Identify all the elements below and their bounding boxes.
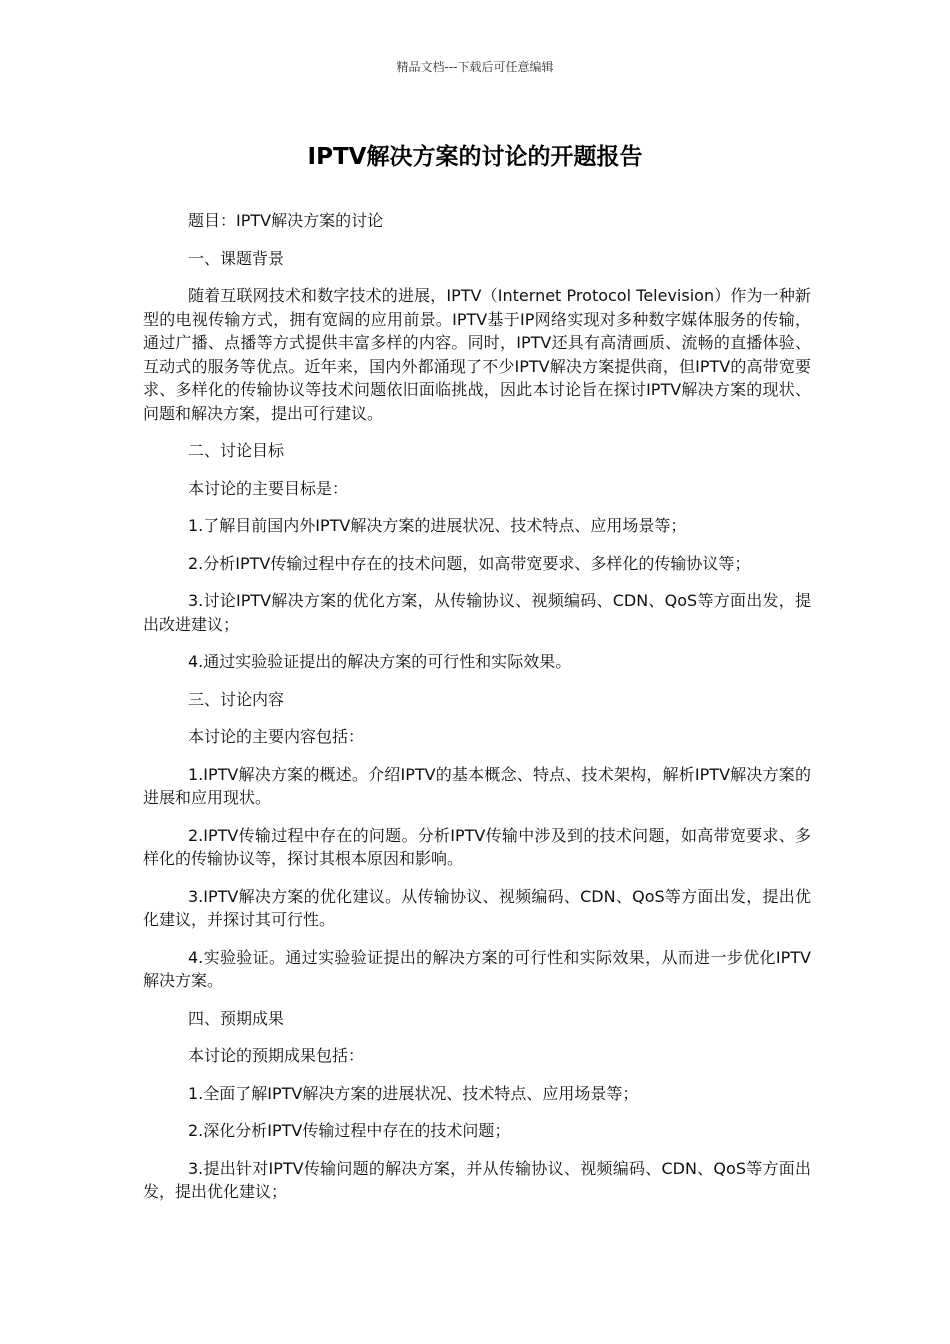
content-item-4: 4.实验验证。通过实验验证提出的解决方案的可行性和实际效果，从而进一步优化IPTV解决方案。 bbox=[143, 947, 811, 990]
document-body bbox=[143, 209, 811, 1218]
goals-intro: 本讨论的主要目标是： bbox=[188, 478, 349, 498]
document-title: IPTV解决方案的讨论的开题报告 bbox=[307, 144, 643, 170]
outcome-item-2: 2.深化分析IPTV传输过程中存在的技术问题； bbox=[188, 1121, 511, 1140]
content-intro: 本讨论的主要内容包括： bbox=[188, 727, 365, 746]
outcomes-intro: 本讨论的预期成果包括： bbox=[188, 1046, 365, 1065]
content-item-2: 2.IPTV传输过程中存在的问题。分析IPTV传输中涉及到的技术问题，如高带宽要求、多样化的传输协议等，探讨其根本原因和影响。 bbox=[143, 825, 811, 868]
section-heading-outcomes: 四、预期成果 bbox=[188, 1008, 285, 1028]
content-item-1: 1.IPTV解决方案的概述。介绍IPTV的基本概念、特点、技术架构，解析IPTV解决方案的进展和应用现状。 bbox=[143, 764, 811, 807]
goal-item-1: 1.了解目前国内外IPTV解决方案的进展状况、技术特点、应用场景等； bbox=[188, 516, 687, 535]
goal-item-4: 4.通过实验验证提出的解决方案的可行性和实际效果。 bbox=[188, 652, 572, 671]
section-heading-goals: 二、讨论目标 bbox=[188, 441, 285, 460]
goal-item-3: 3.讨论IPTV解决方案的优化方案，从传输协议、视频编码、CDN、QoS等方面出发，提出改进建议； bbox=[143, 591, 811, 634]
goal-item-2: 2.分析IPTV传输过程中存在的技术问题，如高带宽要求、多样化的传输协议等； bbox=[188, 553, 751, 573]
background-paragraph: 随着互联网技术和数字技术的进展，IPTV（Internet Protocol Television）作为一种新型的电视传输方式，拥有宽阔的应用前景。IPTV基于IP网络实现对多种数字媒体服务的传输，通过广播、点播等方式提供丰富多样的内容。同时，IPTV还具有高清画质、流畅的直播体验、互动式的服务等优点。近年来，国内外都涌现了不少IPTV解决方案提供商，但IPTV的高带宽要求、多样化的传输协议等技术问题依旧面临挑战，因此本讨论旨在探讨IPTV解决方案的现状、问题和解决方案，提出可行建议。 bbox=[143, 286, 811, 423]
outcome-item-1: 1.全面了解IPTV解决方案的进展状况、技术特点、应用场景等； bbox=[188, 1083, 639, 1103]
header-note: 精品文档---下载后可任意编辑 bbox=[396, 60, 554, 74]
outcome-item-3: 3.提出针对IPTV传输问题的解决方案，并从传输协议、视频编码、CDN、QoS等方面出发，提出优化建议； bbox=[143, 1158, 811, 1201]
content-item-3: 3.IPTV解决方案的优化建议。从传输协议、视频编码、CDN、QoS等方面出发，提出优化建议，并探讨其可行性。 bbox=[143, 886, 811, 929]
section-heading-background: 一、课题背景 bbox=[188, 248, 285, 268]
section-heading-content: 三、讨论内容 bbox=[188, 689, 285, 709]
topic-line: 题目：IPTV解决方案的讨论 bbox=[188, 211, 384, 230]
